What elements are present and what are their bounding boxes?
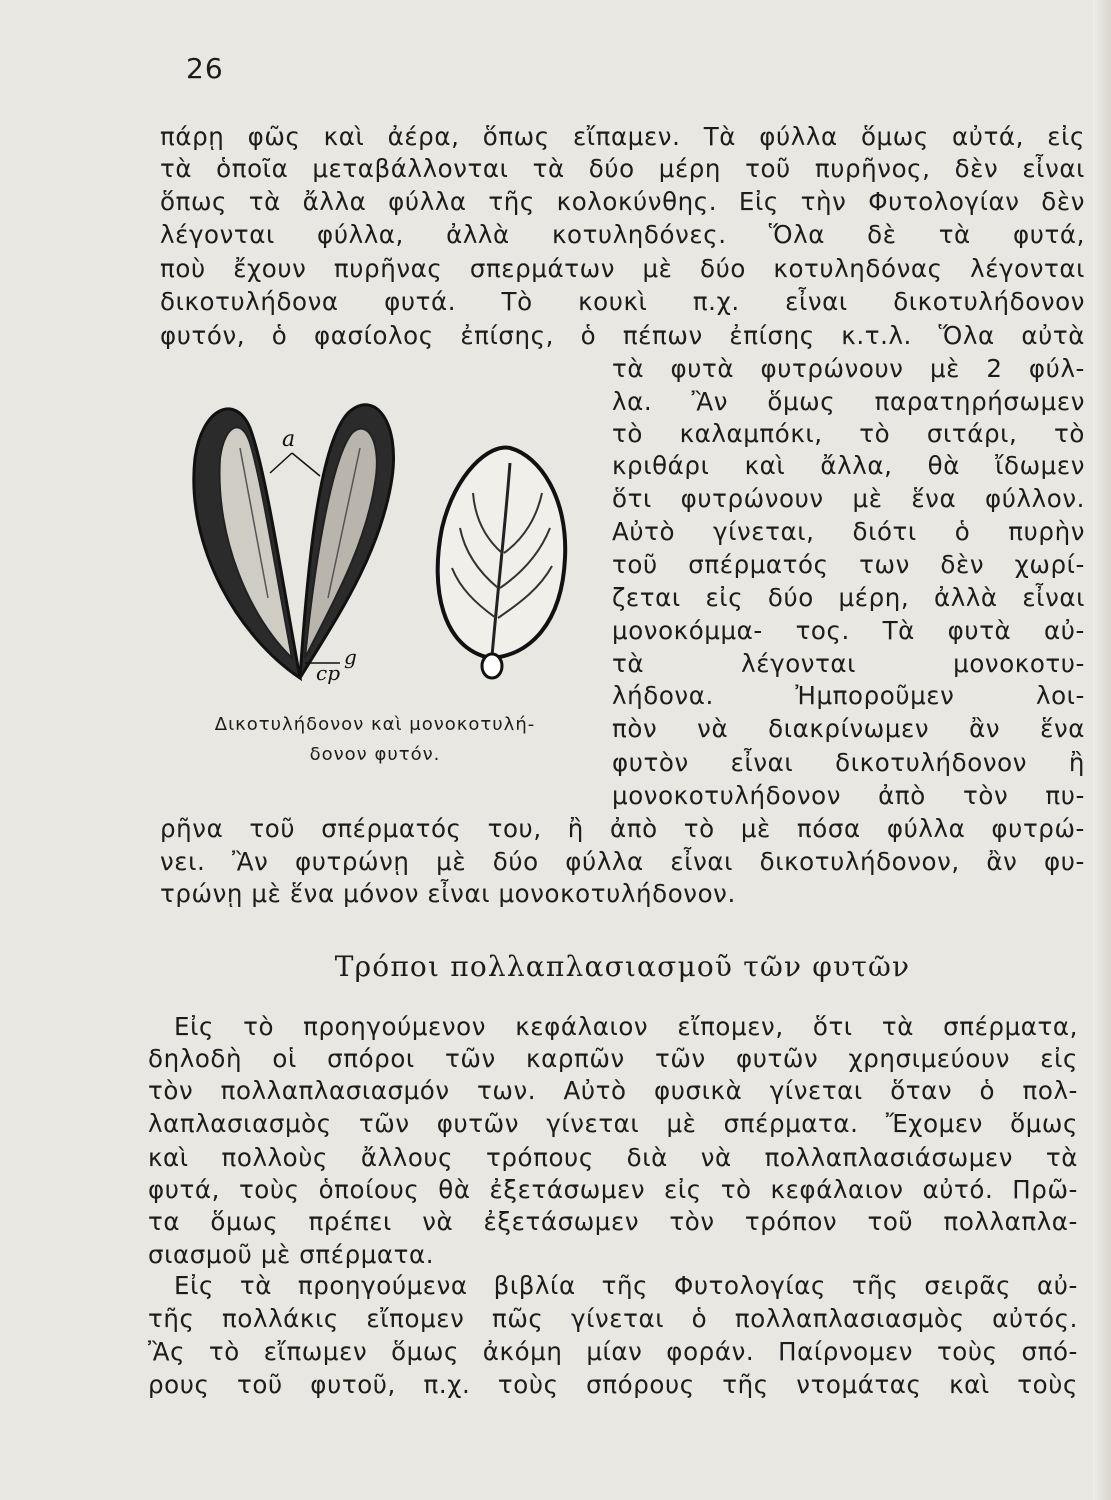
text-line: λέγονται φύλλα, ἀλλὰ κοτυληδόνες. Ὅλα δὲ τὰ φυτά, bbox=[160, 220, 1085, 249]
text-line: ρῆνα τοῦ σπέρματός του, ἢ ἀπὸ τὸ μὲ πόσα φύλλα φυτρώ- bbox=[160, 814, 1085, 843]
text-line: πάρῃ φῶς καὶ ἀέρα, ὅπως εἴπαμεν. Τὰ φύλλα ὅμως αὐτά, εἰς bbox=[160, 122, 1085, 151]
text-line: Εἰς τὸ προηγούμενον κεφάλαιον εἴπομεν, ὅτι τὰ σπέρματα, bbox=[174, 1012, 1078, 1041]
page-number: 26 bbox=[186, 52, 224, 85]
text-line: τρώνῃ μὲ ἕνα μόνον εἶναι μονοκοτυλήδονον. bbox=[160, 879, 736, 908]
text-line: ποὺ ἔχουν πυρῆνας σπερμάτων μὲ δύο κοτυληδόνας λέγονται bbox=[160, 254, 1085, 283]
text-line: Εἰς τὰ προηγούμενα βιβλία τῆς Φυτολογίας τῆς σειρᾶς αὐ- bbox=[174, 1271, 1078, 1300]
text-line: τὸν πολλαπλασιασμόν των. Αὐτὸ φυσικὰ γίνεται ὅταν ὁ πολ- bbox=[148, 1076, 1078, 1105]
text-line: τῆς πολλάκις εἴπομεν πῶς γίνεται ὁ πολλαπλασιασμὸς αὐτός. bbox=[148, 1304, 1078, 1333]
monocot-leaf-drawing bbox=[438, 447, 566, 678]
text-line: ὅτι φυτρώνουν μὲ ἕνα φύλλον. bbox=[612, 484, 1085, 513]
dicot-monocot-drawing bbox=[180, 388, 580, 688]
text-line: Αὐτὸ γίνεται, διότι ὁ πυρὴν bbox=[612, 517, 1085, 546]
text-line: ρους τοῦ φυτοῦ, π.χ. τοὺς σπόρους τῆς ντομάτας καὶ τοὺς bbox=[148, 1370, 1078, 1399]
text-line: μονοκόμμα- τος. Τὰ φυτὰ αὐ- bbox=[612, 616, 1085, 645]
label-cp: cp bbox=[316, 661, 341, 685]
text-line: τὸ καλαμπόκι, τὸ σιτάρι, τὸ bbox=[612, 419, 1085, 448]
text-line: δικοτυλήδονα φυτά. Τὸ κουκὶ π.χ. εἶναι δικοτυλήδονον bbox=[160, 287, 1085, 316]
label-a: a bbox=[282, 427, 296, 452]
text-line: φυτὸν εἶναι δικοτυλήδονον ἢ bbox=[612, 748, 1085, 777]
text-line: τὰ ὁποῖα μεταβάλλονται τὰ δύο μέρη τοῦ πυρῆνος, δὲν εἶναι bbox=[160, 154, 1085, 183]
text-line: κριθάρι καὶ ἄλλα, θὰ ἴδωμεν bbox=[612, 451, 1085, 480]
text-line: Ἂς τὸ εἴπωμεν ὅμως ἀκόμη μίαν φοράν. Παίρνομεν τοὺς σπό- bbox=[148, 1337, 1078, 1366]
text-line: τα ὅμως πρέπει νὰ ἐξετάσωμεν τὸν τρόπον τοῦ πολλαπλα- bbox=[148, 1207, 1078, 1236]
text-line: τοῦ σπέρματός των δὲν χωρί- bbox=[612, 550, 1085, 579]
text-line: δηλοδὴ οἱ σπόροι τῶν καρπῶν τῶν φυτῶν χρησιμεύουν εἰς bbox=[148, 1044, 1078, 1073]
text-line: ὅπως τὰ ἄλλα φύλλα τῆς κολοκύνθης. Εἰς τὴν Φυτολογίαν δὲν bbox=[160, 187, 1085, 216]
text-line: καὶ πολλοὺς ἄλλους τρόπους διὰ νὰ πολλαπλασιάσωμεν τὰ bbox=[148, 1143, 1078, 1172]
text-line: λήδονα. Ἠμποροῦμεν λοι- bbox=[612, 681, 1085, 710]
section-heading: Τρόποι πολλαπλασιασμοῦ τῶν φυτῶν bbox=[334, 950, 911, 983]
text-line: τὰ φυτὰ φυτρώνουν μὲ 2 φύλ- bbox=[612, 354, 1085, 383]
text-line: ζεται εἰς δύο μέρη, ἀλλὰ εἶναι bbox=[612, 583, 1085, 612]
text-line: μονοκοτυλήδονον ἀπὸ τὸν πυ- bbox=[612, 781, 1085, 810]
page-edge-shadow bbox=[1093, 0, 1111, 1500]
figure-caption-line-2: δονον φυτόν. bbox=[309, 744, 441, 765]
text-line: φυτά, τοὺς ὁποίους θὰ ἐξετάσωμεν εἰς τὸ κεφάλαιον αὐτό. Πρῶ- bbox=[148, 1175, 1078, 1204]
text-line: φυτόν, ὁ φασίολος ἐπίσης, ὁ πέπων ἐπίσης κ.τ.λ. Ὅλα αὐτὰ bbox=[160, 321, 1085, 350]
text-line: λα. Ἂν ὅμως παρατηρήσωμεν bbox=[612, 387, 1085, 416]
label-g: g bbox=[344, 645, 357, 669]
figure-caption-line-1: Δικοτυλήδονον καὶ μονοκοτυλή- bbox=[214, 714, 536, 735]
text-line: λαπλασιασμὸς τῶν φυτῶν γίνεται μὲ σπέρματα. Ἔχομεν ὅμως bbox=[148, 1109, 1078, 1138]
text-line: νει. Ἂν φυτρώνῃ μὲ δύο φύλλα εἶναι δικοτυλήδονον, ἂν φυ- bbox=[160, 847, 1085, 876]
text-line: σιασμοῦ μὲ σπέρματα. bbox=[148, 1240, 435, 1269]
text-line: πὸν νὰ διακρίνωμεν ἂν ἕνα bbox=[612, 714, 1085, 743]
text-line: τὰ λέγονται μονοκοτυ- bbox=[612, 649, 1085, 678]
seed-illustration bbox=[180, 388, 580, 688]
